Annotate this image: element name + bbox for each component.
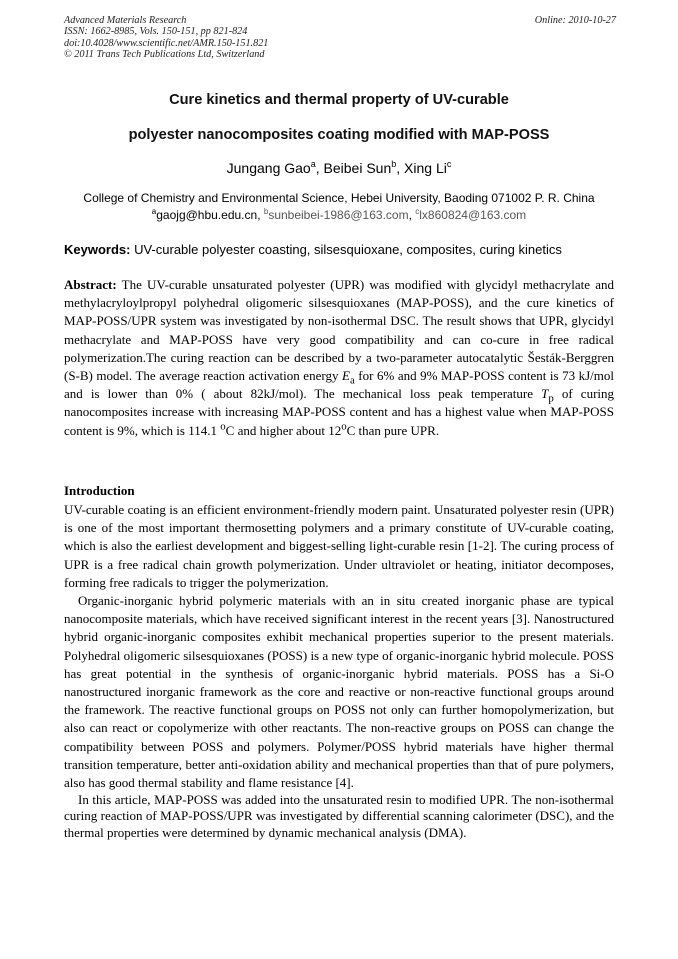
email-mark: c [415,207,420,216]
journal-name: Advanced Materials Research [64,15,187,26]
author-mark: b [391,159,397,169]
abstract [64,276,614,440]
intro-paragraph-3: In this article, MAP-POSS was added into the unsaturated resin to modified UPR. The non-isothermal curing reaction of MAP-POSS/UPR was investigated by differential scanning calorimeter (DSC), and the thermal properties were determined by dynamic mechanical analysis (DMA). [64,792,614,840]
abstract-text: of curing nanocomposites increase with increasing MAP-POSS content and has a highest value when MAP-POSS content is 9%, which is 114.1 [64,386,615,438]
author-name: Beibei Sun [323,160,392,176]
degree-mark: o [220,420,226,433]
abstract-label: Abstract: [64,277,117,292]
activation-energy-subscript: a [349,374,355,387]
paper-title-line-2: polyester nanocomposites coating modified with MAP-POSS [128,127,550,143]
email-address[interactable]: gaojg@hbu.edu.cn [156,208,258,222]
introduction-body [64,501,614,841]
intro-paragraph-1: UV-curable coating is an efficient environment-friendly modern paint. Unsaturated polyester resin (UPR) is one of the most important thermosetting polymers and a primary constitute of UV-curable coating, which is also the earliest development and biggest-selling light-curable resin [1-2]. The curing process of UPR is a free radical chain growth polymerization. Under ultraviolet or heating, initiator decomposes, forming free radicals to trigger the polymerization. [64,502,614,590]
journal-header [64,15,268,61]
email-mark: b [263,207,269,216]
email-address[interactable]: sunbeibei-1986@163.com [268,208,409,222]
abstract-text: for 6% and 9% MAP-POSS content is 73 kJ/mol and is lower than 0% ( about 82kJ/mol). The mechanical loss peak temperature [64,368,615,402]
author-mark: a [310,159,316,169]
degree-mark: o [341,420,347,433]
author-mark: c [446,159,452,169]
author-name: Jungang Gao [226,160,311,176]
copyright-line: © 2011 Trans Tech Publications Ltd, Switzerland [64,49,265,61]
keywords-label: Keywords: [64,242,131,257]
issn-line: ISSN: 1662-8985, Vols. 150-151, pp 821-824 [64,26,248,38]
keywords-text: UV-curable polyester coasting, silsesquioxane, composites, curing kinetics [134,242,562,257]
paper-title-line-1: Cure kinetics and thermal property of UV-curable [169,92,509,108]
author-separator: , [396,160,405,176]
abstract-text: C than pure UPR. [346,422,440,438]
email-address[interactable]: lx860824@163.com [419,208,527,222]
peak-temperature-subscript: p [548,392,554,405]
author-list [0,160,678,176]
doi-line: doi:10.4028/www.scientific.net/AMR.150-151.821 [64,37,269,49]
affiliation: College of Chemistry and Environmental Science, Hebei University, Baoding 071002 P. R. China [83,191,595,205]
author-name: Xing Li [404,160,447,176]
intro-paragraph-2: Organic-inorganic hybrid polymeric materials with an in situ created inorganic phase are typical nanocomposite materials, which have received significant interest in the recent years [3]. Nanostructured hybrid organic-inorganic composites exhibit mechanical properties superior to the present materials. Polyhedral oligomeric silsesquioxanes (POSS) is a new type of organic-inorganic hybrid molecule. POSS has great potential in the synthesis of organic-inorganic hybrid materials. POSS has a Si-O nanostructured inorganic framework as the core and reactive or non-reactive functional groups around the framework. The reactive functional groups on POSS not only can further homopolymerization, but also can react or copolymerize with other reactants. The non-reactive groups on POSS can change the compatibility between POSS and polymers. Polymer/POSS hybrid materials have higher thermal transition temperature, better anti-oxidation ability and mechanical properties than that of pure polymers, also has good thermal stability and flame resistance [4]. [64,593,614,791]
author-separator: , [315,160,324,176]
online-date: Online: 2010-10-27 [534,15,616,26]
keywords [64,242,624,257]
activation-energy-symbol: E [341,368,350,384]
introduction-heading: Introduction [64,483,135,498]
peak-temperature-symbol: T [541,386,549,402]
email-mark: a [151,207,157,216]
email-list: $^a$gaojg@hbu.edu.cn, $^b$sunbeibei-1986@163.com, $^c$lx860824@163.com [151,207,527,222]
abstract-text: C and higher about 12 [225,422,342,438]
abstract-text: The UV-curable unsaturated polyester (UPR) was modified with glycidyl methacrylate and methylacryloylpropyl polyhedral oligomeric silsesquioxanes (MAP-POSS), and the cure kinetics of MAP-POSS/UPR system was investigated by non-isothermal DSC. The result shows that UPR, glycidyl methacrylate and MAP-POSS have very good compatibility and can co-cure in free radical polymerization.The curing reaction can be described by a two-parameter autocatalytic Šesták-Berggren (S-B) model. The average reaction activation energy [64,277,614,384]
